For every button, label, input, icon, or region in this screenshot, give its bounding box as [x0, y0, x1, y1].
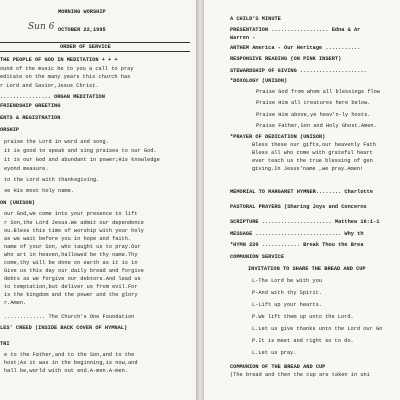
prayer-line: ever teach us the true blessing of gen — [252, 158, 373, 164]
program-item: ................ ORGAN MEDITATION — [0, 94, 105, 100]
text-line: it is good to speak and sing praises to our God. — [4, 148, 157, 154]
prayer-line: name of your Son, who taught us to pray.Our — [4, 244, 141, 250]
text-line: eyond measure. — [4, 166, 49, 172]
text-line: it is our God and abundant in power;His knowledge — [4, 157, 160, 163]
divider — [0, 42, 190, 43]
text-line: ound of the music be to you a call to pray — [0, 66, 134, 72]
text-line: (The bread and then the cup are taken in uni — [230, 372, 370, 378]
prayer-line: Give us this day our daily bread and forgive — [4, 268, 144, 274]
liturgy-line: P-And with thy Spirit. — [252, 290, 322, 296]
divider — [0, 51, 190, 52]
text-line: r Lord and Savior,Jesus Christ. — [0, 83, 99, 89]
program-item: PRESENTATION .................. Edna & Ar — [230, 27, 361, 33]
service-title: MORNING WORSHIP — [58, 9, 106, 15]
program-item: MEMORIAL TO MARGARET HYMNER........ Charlotte — [230, 189, 374, 195]
text-line: praise the Lord in word and song. — [4, 139, 109, 145]
program-item: STEWARDSHIP OF GIVING ..................... — [230, 68, 367, 74]
section-heading: COMMUNION SERVICE — [230, 254, 285, 260]
prayer-line: r.Amen. — [4, 300, 27, 306]
hymn-line: Praise Father,Son and Holy Ghost.Amen. — [256, 123, 377, 129]
program-item: SCRIPTURE ...................... Matthew 16:1-1 — [230, 219, 380, 225]
prayer-line: debts as we forgive our debtors.And lead us — [4, 276, 141, 282]
right-page — [204, 0, 400, 400]
prayer-line: giving.In Jesus'name ,we pray.Amen! — [252, 166, 364, 172]
program-item: ANTHEM America - Our Heritage ........... — [230, 45, 361, 51]
liturgy-line: L.Let us pray. — [252, 350, 297, 356]
program-item: *HYMN 220 ............ Break Thou the Brea — [230, 242, 364, 248]
liturgy-line: P.It is meet and right so to do. — [252, 338, 354, 344]
program-item: PASTORAL PRAYERS (Sharing Joys and Concerns — [230, 204, 367, 210]
program-item: ............. The Church's One Foundation — [4, 314, 135, 320]
prayer-line: Bless these our gifts,our heavenly Fath — [252, 142, 376, 148]
text-line: hall be,world with out end.A-men.A-men. — [4, 368, 128, 374]
text-line: se His most holy name. — [4, 188, 74, 194]
prayer-line: r Son,the Lord Jesus.We admit our dependence — [4, 220, 144, 226]
section-heading: ORDER OF SERVICE — [60, 44, 111, 50]
section-heading: ON (UNISON) — [0, 200, 35, 206]
prayer-line: come,thy will be done on earth as it is in — [4, 260, 138, 266]
prayer-line: Bless all who come with grateful heart — [252, 150, 373, 156]
liturgy-line: L-The Lord be with you — [252, 278, 322, 284]
section-heading: ORSHIP — [0, 127, 20, 133]
service-date: OCTOBER 22,1995 — [58, 27, 106, 33]
prayer-line: ou.Bless this time of worship with your holy — [4, 228, 144, 234]
liturgy-line: L.Let us give thanks unto the Lord our Go — [252, 326, 383, 332]
program-item: FRIENDSHIP GREETING — [0, 103, 61, 109]
text-line: to the Lord with thanksgiving. — [4, 177, 100, 183]
prayer-line: as we wait before you in hope and faith. — [4, 236, 132, 242]
text-line: host;As it was in the beginning,is now,and — [4, 360, 138, 366]
section-heading: TRI — [0, 341, 10, 347]
hymn-line: Praise Him above,ye heav'n-ly hosts. — [256, 112, 371, 118]
section-heading: THE PEOPLE OF GOD IN MEDITATION + + + — [0, 57, 118, 63]
page-fold — [196, 0, 204, 400]
prayer-line: is the kingdom and the power and the glory — [4, 292, 138, 298]
prayer-line: to temptation,but deliver us from evil.For — [4, 284, 138, 290]
section-heading: *PRAYER OF DEDICATION (UNISON) — [230, 134, 326, 140]
section-heading: COMMUNION OF THE BREAD AND CUP — [230, 364, 326, 370]
prayer-line: who art in heaven,hallowed be thy name.Thy — [4, 252, 138, 258]
section-heading: *DOXOLOGY (UNISON) — [230, 78, 288, 84]
liturgy-line: L-Lift up your hearts. — [252, 302, 322, 308]
section-heading: INVITATION TO SHARE THE BREAD AND CUP — [248, 266, 366, 272]
hymn-line: Praise God from whom all blessings flow — [256, 89, 380, 95]
program-item: RESPONSIVE READING (ON PINK INSERT) — [230, 56, 342, 62]
handwritten-note: Sun 6 — [28, 22, 55, 32]
section-heading: LES' CREED (INSIDE BACK COVER OF HYMNAL) — [0, 325, 128, 331]
program-item: Warren - — [230, 35, 256, 41]
program-item: MESSAGE ........................... Why th — [230, 231, 364, 237]
left-page — [0, 0, 196, 400]
hymn-line: Praise Him all creatures here below. — [256, 100, 371, 106]
text-line: editate on the many years this church has — [0, 74, 131, 80]
prayer-line: our God,we come into your presence to lift — [4, 211, 138, 217]
section-heading: A CHILD'S MINUTE — [230, 16, 281, 22]
text-line: e to the Father,and to the Son,and to the — [4, 352, 135, 358]
program-item: ENTS & REGISTRATION — [0, 115, 61, 121]
liturgy-line: P.We lift them up unto the Lord. — [252, 314, 354, 320]
